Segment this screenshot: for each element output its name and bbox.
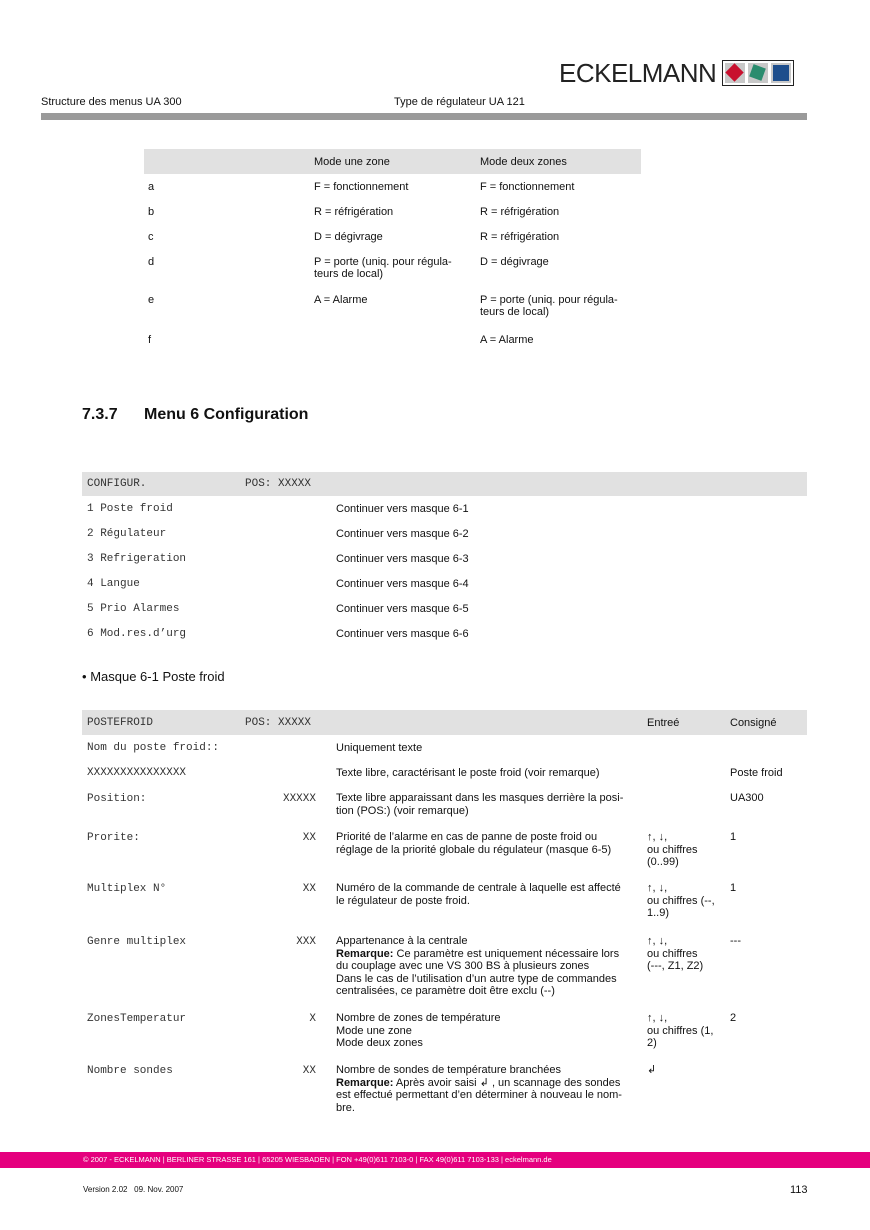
zones-row-one: R = réfrigération <box>314 206 394 218</box>
param-desc: Appartenance à la centrale Remarque: Ce paramètre est uniquement nécessaire lors du couplage avec une VS 300 BS à plusieurs zones Dans le cas de l’utilisation d’un autre type de commandes centralisées, ce paramètre doit être exclu (--) <box>336 935 620 997</box>
config-item-desc: Continuer vers masque 6-4 <box>336 578 469 590</box>
config-item-desc: Continuer vers masque 6-3 <box>336 553 469 565</box>
zones-row-key: d <box>148 256 155 268</box>
section-title: Menu 6 Configuration <box>144 406 309 423</box>
config-header-title: CONFIGUR. <box>87 478 147 490</box>
zones-row-two: P = porte (uniq. pour régula- teurs de local) <box>480 294 618 318</box>
brand-marks-icon <box>722 60 794 86</box>
zones-row-one: P = porte (uniq. pour régula- teurs de local) <box>314 256 452 280</box>
param-name: XXXXXXXXXXXXXXX <box>87 767 187 779</box>
param-default: Poste froid <box>730 767 783 779</box>
param-value: X <box>309 1013 316 1025</box>
zones-row-key: f <box>148 334 152 346</box>
param-desc: Nombre de zones de température Mode une zone Mode deux zones <box>336 1012 501 1049</box>
param-input: ↑, ↓, ou chiffres (---, Z1, Z2) <box>647 935 704 972</box>
enter-key-icon: ↲ <box>647 1064 657 1076</box>
param-name: Genre multiplex <box>87 936 187 948</box>
brand-logo <box>559 58 794 88</box>
zones-row-two: R = réfrigération <box>480 206 560 218</box>
param-default: UA300 <box>730 792 764 804</box>
config-table-header <box>82 472 807 496</box>
param-desc: Nombre de sondes de température branchées Remarque: Après avoir saisi ↲ , un scannage des sondes est effectué permettant d’en déterminer à nouveau le nom- bre. <box>336 1064 622 1114</box>
param-value: XX <box>302 883 316 895</box>
param-input: ↑, ↓, ou chiffres (--, 1..9) <box>647 882 715 919</box>
header-rule <box>41 113 807 120</box>
zones-row-key: a <box>148 181 155 193</box>
mask-bullet <box>82 669 225 684</box>
mask-bullet-text: Masque 6-1 Poste froid <box>90 669 225 684</box>
page-number: 113 <box>790 1184 808 1196</box>
param-value: XXX <box>296 936 316 948</box>
config-item: 1 Poste froid <box>87 503 173 515</box>
param-desc: Priorité de l’alarme en cas de panne de poste froid ou réglage de la priorité globale du régulateur (masque 6-5) <box>336 831 612 856</box>
zones-col-one: Mode une zone <box>314 156 390 168</box>
zones-row-one: A = Alarme <box>314 294 368 306</box>
param-name: Prorite: <box>87 832 140 844</box>
config-item-desc: Continuer vers masque 6-1 <box>336 503 469 515</box>
param-input: ↑, ↓, ou chiffres (0..99) <box>647 831 698 868</box>
param-name: Nombre sondes <box>87 1065 173 1077</box>
brand-name: ECKELMANN <box>559 58 717 88</box>
poste-header-pos: POS: XXXXX <box>245 717 312 729</box>
param-name: Nom du poste froid:: <box>87 742 220 754</box>
section-heading <box>82 406 308 424</box>
param-value: XX <box>302 832 316 844</box>
param-input: ↑, ↓, ou chiffres (1, 2) <box>647 1012 714 1049</box>
poste-table-header <box>82 710 807 735</box>
param-name: ZonesTemperatur <box>87 1013 187 1025</box>
section-number: 7.3.7 <box>82 406 118 423</box>
poste-header-entree: Entreé <box>647 717 680 729</box>
bullet-icon: • <box>82 669 87 684</box>
zones-row-two: D = dégivrage <box>480 256 549 268</box>
param-desc: Uniquement texte <box>336 742 423 754</box>
config-header-pos: POS: XXXXX <box>245 478 312 490</box>
zones-row-two: R = réfrigération <box>480 231 560 243</box>
param-desc: Numéro de la commande de centrale à laquelle est affecté le régulateur de poste froid. <box>336 882 621 907</box>
config-item-desc: Continuer vers masque 6-5 <box>336 603 469 615</box>
param-default: 1 <box>730 882 737 894</box>
zones-row-two: F = fonctionnement <box>480 181 575 193</box>
header-doc-title: Structure des menus UA 300 <box>41 96 182 108</box>
param-default: --- <box>730 935 741 947</box>
zones-row-one: F = fonctionnement <box>314 181 409 193</box>
config-item: 3 Refrigeration <box>87 553 187 565</box>
header-regulator-type: Type de régulateur UA 121 <box>394 96 525 108</box>
footer-contact: © 2007 - ECKELMANN | BERLINER STRASSE 161 | 65205 WIESBADEN | FON +49(0)611 7103-0 | FAX 49(0)611 7103-133 | eckelmann.de <box>83 1155 552 1164</box>
poste-header-consigne: Consigné <box>730 717 777 729</box>
zones-col-two: Mode deux zones <box>480 156 567 168</box>
config-item: 6 Mod.res.d’urg <box>87 628 187 640</box>
param-name: Multiplex N° <box>87 883 167 895</box>
param-default: 2 <box>730 1012 737 1024</box>
config-item: 5 Prio Alarmes <box>87 603 180 615</box>
footer-version: Version 2.02 09. Nov. 2007 <box>83 1185 184 1194</box>
param-name: Position: <box>87 793 147 805</box>
param-value: XX <box>302 1065 316 1077</box>
zones-row-key: e <box>148 294 155 306</box>
zones-row-two: A = Alarme <box>480 334 534 346</box>
zones-row-one: D = dégivrage <box>314 231 383 243</box>
config-item-desc: Continuer vers masque 6-2 <box>336 528 469 540</box>
poste-header-title: POSTEFROID <box>87 717 154 729</box>
zones-row-key: b <box>148 206 155 218</box>
zones-row-key: c <box>148 231 154 243</box>
param-desc: Texte libre, caractérisant le poste froid (voir remarque) <box>336 767 600 779</box>
param-value: XXXXX <box>282 793 316 805</box>
config-item: 4 Langue <box>87 578 140 590</box>
param-default: 1 <box>730 831 737 843</box>
config-item: 2 Régulateur <box>87 528 167 540</box>
param-desc: Texte libre apparaissant dans les masques derrière la posi- tion (POS:) (voir remarque) <box>336 792 624 817</box>
config-item-desc: Continuer vers masque 6-6 <box>336 628 469 640</box>
